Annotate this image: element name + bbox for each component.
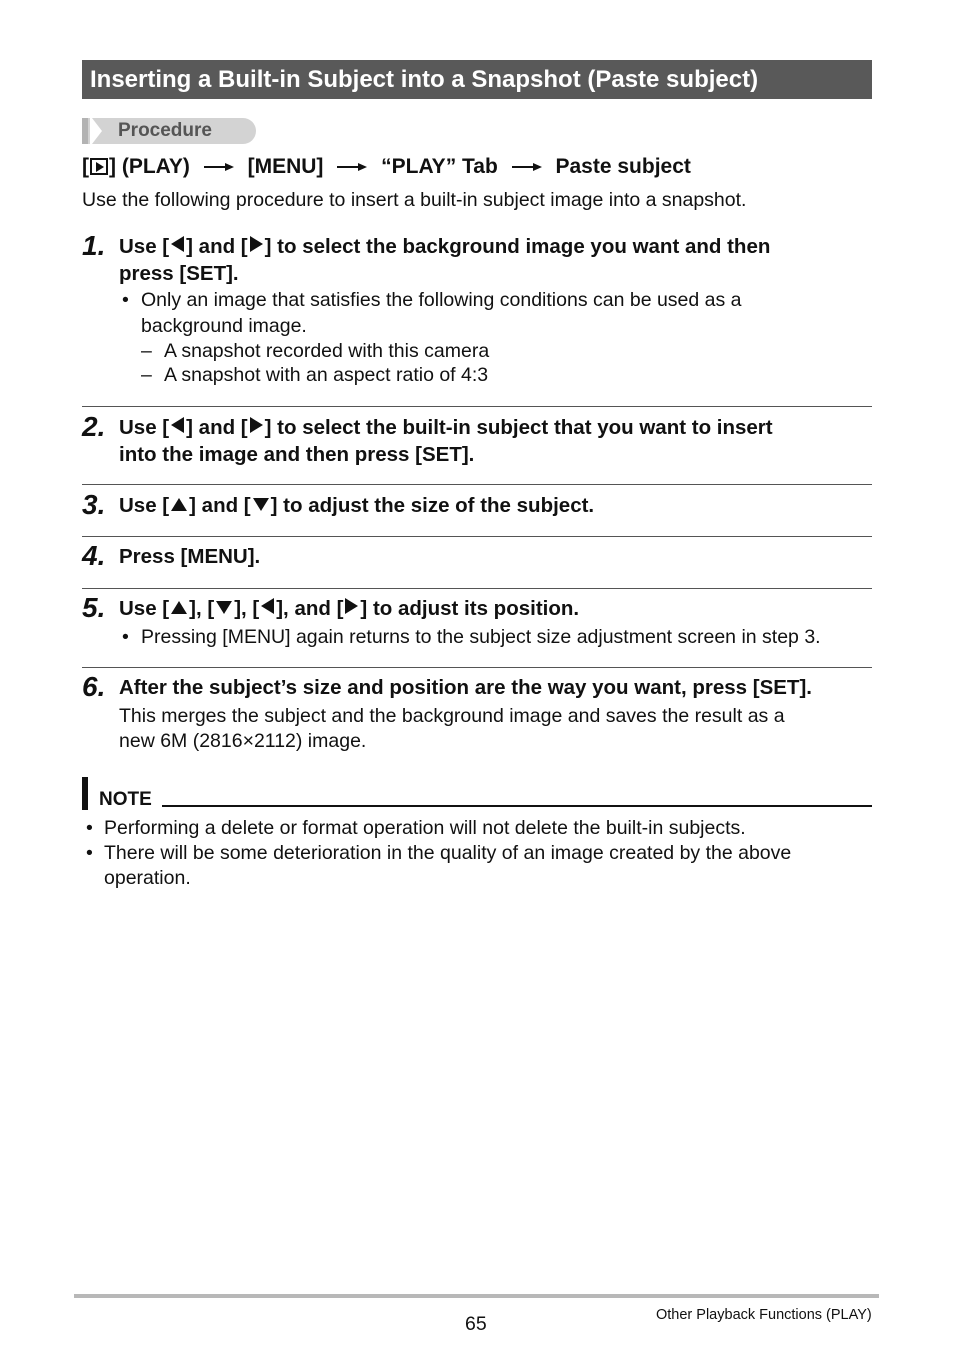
step-5-line-1: [119, 595, 879, 622]
path-target: Paste subject: [555, 155, 691, 178]
divider: [82, 667, 872, 668]
arrow-right-icon: [512, 162, 542, 172]
step-5-seg-d: ], and [: [276, 597, 344, 620]
page-number: 65: [465, 1313, 487, 1335]
step-1-number: 1.: [82, 230, 106, 261]
step-1-note-line-1: Only an image that satisfies the following conditions can be used as a: [141, 289, 742, 311]
step-5-bullet: •: [122, 626, 129, 648]
step-3-line-1: [119, 492, 879, 519]
step-6-desc-line-1: This merges the subject and the background image and saves the result as a: [119, 705, 785, 727]
step-5-text: [119, 595, 879, 622]
step-4-number: 4.: [82, 540, 106, 571]
step-1-condition-2: A snapshot with an aspect ratio of 4:3: [164, 364, 489, 386]
intro-text: Use the following procedure to insert a built-in subject image into a snapshot.: [82, 189, 747, 211]
path-open-bracket: [: [82, 155, 89, 178]
section-title: Inserting a Built-in Subject into a Snapshot (Paste subject): [82, 60, 872, 99]
step-2-text: [119, 414, 879, 468]
step-5-note: Pressing [MENU] again returns to the subject size adjustment screen in step 3.: [141, 626, 821, 648]
note-item-2-line-1: There will be some deterioration in the quality of an image created by the above: [104, 842, 792, 864]
step-6-text: After the subject’s size and position are the way you want, press [SET].: [119, 676, 812, 699]
right-arrow-icon: [250, 417, 263, 433]
step-5-seg-e: ] to adjust its position.: [360, 597, 580, 620]
up-arrow-icon: [171, 601, 187, 614]
play-icon: [90, 158, 108, 175]
note-marker: [82, 777, 88, 810]
step-4-text: Press [MENU].: [119, 545, 261, 568]
step-2-line-2: into the image and then press [SET].: [119, 443, 475, 466]
down-arrow-icon: [253, 498, 269, 511]
note-item-1: Performing a delete or format operation will not delete the built-in subjects.: [104, 817, 746, 839]
note-label: NOTE: [99, 789, 152, 810]
step-2-seg-c: ] to select the built-in subject that you want to insert: [264, 416, 773, 439]
divider: [82, 406, 872, 407]
divider: [82, 536, 872, 537]
step-1-dash-1: –: [141, 340, 152, 362]
step-3-number: 3.: [82, 489, 106, 520]
step-1-seg-a: Use [: [119, 235, 170, 258]
step-1-seg-c: ] to select the background image you want and then: [264, 235, 771, 258]
procedure-chevron: [92, 118, 102, 144]
down-arrow-icon: [216, 601, 232, 614]
step-5-seg-c: ], [: [234, 597, 260, 620]
path-menu: [MENU]: [247, 155, 324, 178]
step-6-desc-line-2: new 6M (2816×2112) image.: [119, 730, 367, 752]
arrow-right-icon: [337, 162, 367, 172]
step-3-text: [119, 492, 879, 519]
arrow-right-icon: [204, 162, 234, 172]
step-2-number: 2.: [82, 411, 106, 442]
note-rule: [162, 805, 872, 807]
procedure-label: Procedure: [118, 120, 212, 141]
step-2-line-1: [119, 414, 879, 441]
divider: [82, 484, 872, 485]
step-6-number: 6.: [82, 671, 106, 702]
note-item-2-line-2: operation.: [104, 867, 191, 889]
step-1-note-line-2: background image.: [141, 315, 307, 337]
step-1-dash-2: –: [141, 364, 152, 386]
step-3-seg-a: Use [: [119, 494, 170, 517]
left-arrow-icon: [261, 598, 274, 614]
procedure-stripe: [82, 118, 88, 144]
step-5-seg-a: Use [: [119, 597, 170, 620]
note-bullet-1: •: [86, 817, 93, 839]
step-3-seg-b: ] and [: [189, 494, 251, 517]
left-arrow-icon: [171, 236, 184, 252]
right-arrow-icon: [250, 236, 263, 252]
step-1-condition-1: A snapshot recorded with this camera: [164, 340, 490, 362]
step-2-seg-a: Use [: [119, 416, 170, 439]
up-arrow-icon: [171, 498, 187, 511]
step-1-seg-b: ] and [: [186, 235, 248, 258]
step-2-seg-b: ] and [: [186, 416, 248, 439]
path-tab: “PLAY” Tab: [381, 155, 498, 178]
procedure-tab: [82, 118, 256, 144]
note-bullet-2: •: [86, 842, 93, 864]
right-arrow-icon: [345, 598, 358, 614]
step-1-text: [119, 233, 879, 287]
left-arrow-icon: [171, 417, 184, 433]
step-5-seg-b: ], [: [189, 597, 215, 620]
step-1-bullet: •: [122, 289, 129, 311]
step-1-line-2: press [SET].: [119, 262, 239, 285]
footer-rule: [74, 1294, 879, 1298]
step-5-number: 5.: [82, 592, 106, 623]
divider: [82, 588, 872, 589]
menu-path: [82, 152, 691, 182]
footer-section-title: Other Playback Functions (PLAY): [656, 1307, 872, 1323]
step-1-line-1: [119, 233, 879, 260]
path-play: ] (PLAY): [109, 155, 190, 178]
step-3-seg-c: ] to adjust the size of the subject.: [270, 494, 595, 517]
